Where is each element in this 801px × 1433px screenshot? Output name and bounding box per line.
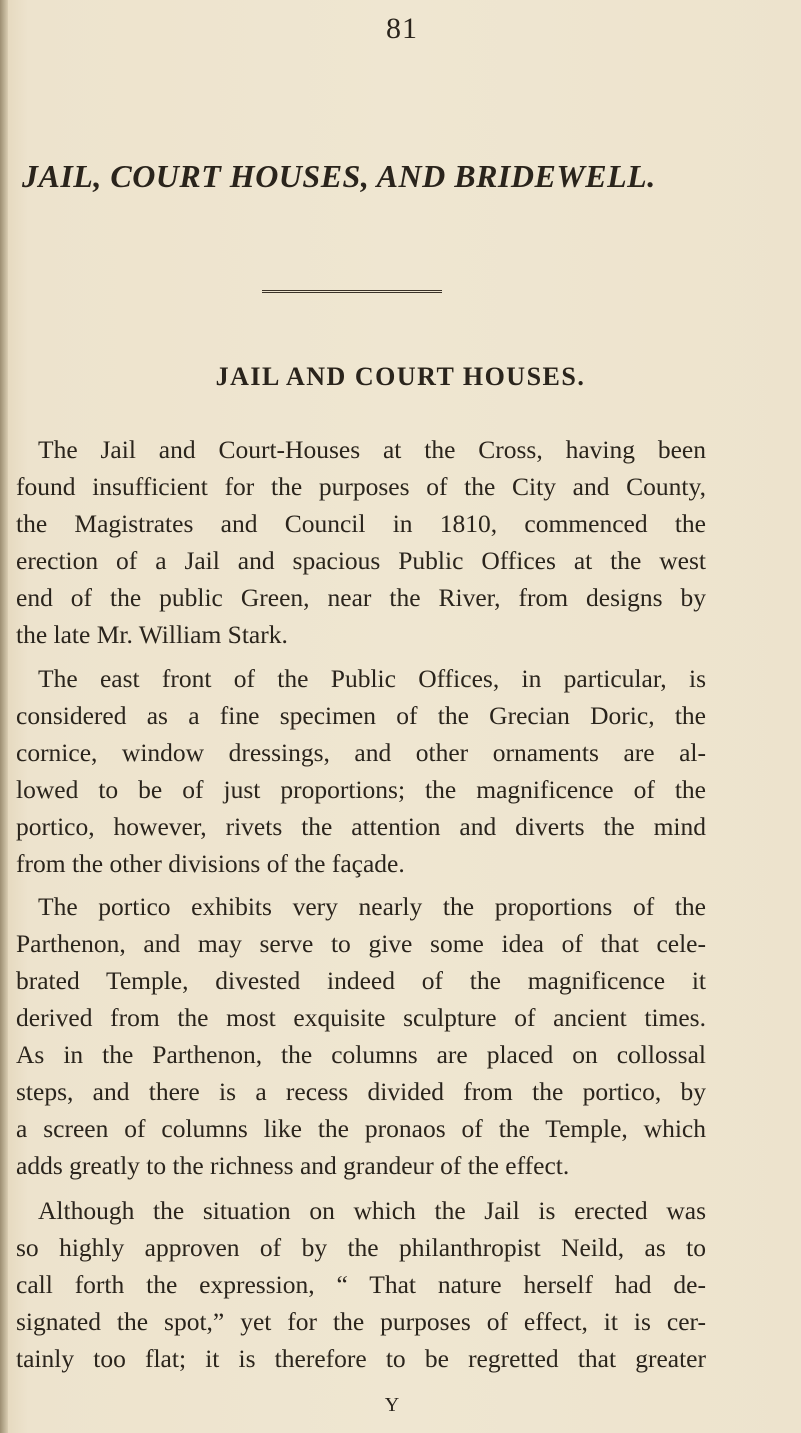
section-heading: JAIL AND COURT HOUSES.	[215, 362, 586, 391]
text-line: The east front of the Public Offices, in particular, is	[38, 664, 706, 693]
text-line: found insufficient for the purposes of the City and County,	[16, 472, 706, 501]
paragraph-4	[16, 1192, 706, 1377]
text-line: a screen of columns like the pronaos of the Temple, which	[16, 1114, 706, 1143]
paragraph-2	[16, 660, 706, 882]
text-line: The Jail and Court-Houses at the Cross, having been	[38, 435, 706, 464]
text-line: Although the situation on which the Jail is erected was	[38, 1196, 706, 1225]
text-line: brated Temple, divested indeed of the magnificence it	[16, 966, 706, 995]
text-line: call forth the expression, “ That nature herself had de-	[16, 1270, 706, 1299]
signature-mark: Y	[384, 1394, 400, 1416]
text-line: cornice, window dressings, and other ornaments are al-	[16, 738, 706, 767]
text-line: portico, however, rivets the attention and diverts the mind	[16, 812, 706, 841]
text-line: steps, and there is a recess divided from the portico, by	[16, 1077, 706, 1106]
text-line: so highly approven of by the philanthropist Neild, as to	[16, 1233, 706, 1262]
paragraph-1	[16, 431, 706, 653]
text-line: considered as a fine specimen of the Grecian Doric, the	[16, 701, 706, 730]
decorative-rule	[262, 290, 442, 293]
text-line: end of the public Green, near the River, from designs by	[16, 583, 706, 612]
text-line: tainly too flat; it is therefore to be regretted that greater	[16, 1344, 706, 1373]
text-line: from the other divisions of the façade.	[16, 849, 405, 878]
text-line: erection of a Jail and spacious Public Offices at the west	[16, 546, 706, 575]
running-head: JAIL, COURT HOUSES, AND BRIDEWELL.	[22, 158, 656, 194]
text-line: the late Mr. William Stark.	[16, 620, 288, 649]
text-line: signated the spot,” yet for the purposes of effect, it is cer-	[16, 1307, 706, 1336]
binding-gutter	[0, 0, 8, 1433]
text-line: Parthenon, and may serve to give some idea of that cele-	[16, 929, 706, 958]
text-line: lowed to be of just proportions; the magnificence of the	[16, 775, 706, 804]
text-line: derived from the most exquisite sculpture of ancient times.	[16, 1003, 706, 1032]
text-line: adds greatly to the richness and grandeur of the effect.	[16, 1151, 570, 1180]
text-line: As in the Parthenon, the columns are placed on collossal	[16, 1040, 706, 1069]
text-line: The portico exhibits very nearly the proportions of the	[38, 892, 706, 921]
text-line: the Magistrates and Council in 1810, commenced the	[16, 509, 706, 538]
page-number: 81	[386, 12, 418, 45]
paragraph-3	[16, 888, 706, 1184]
